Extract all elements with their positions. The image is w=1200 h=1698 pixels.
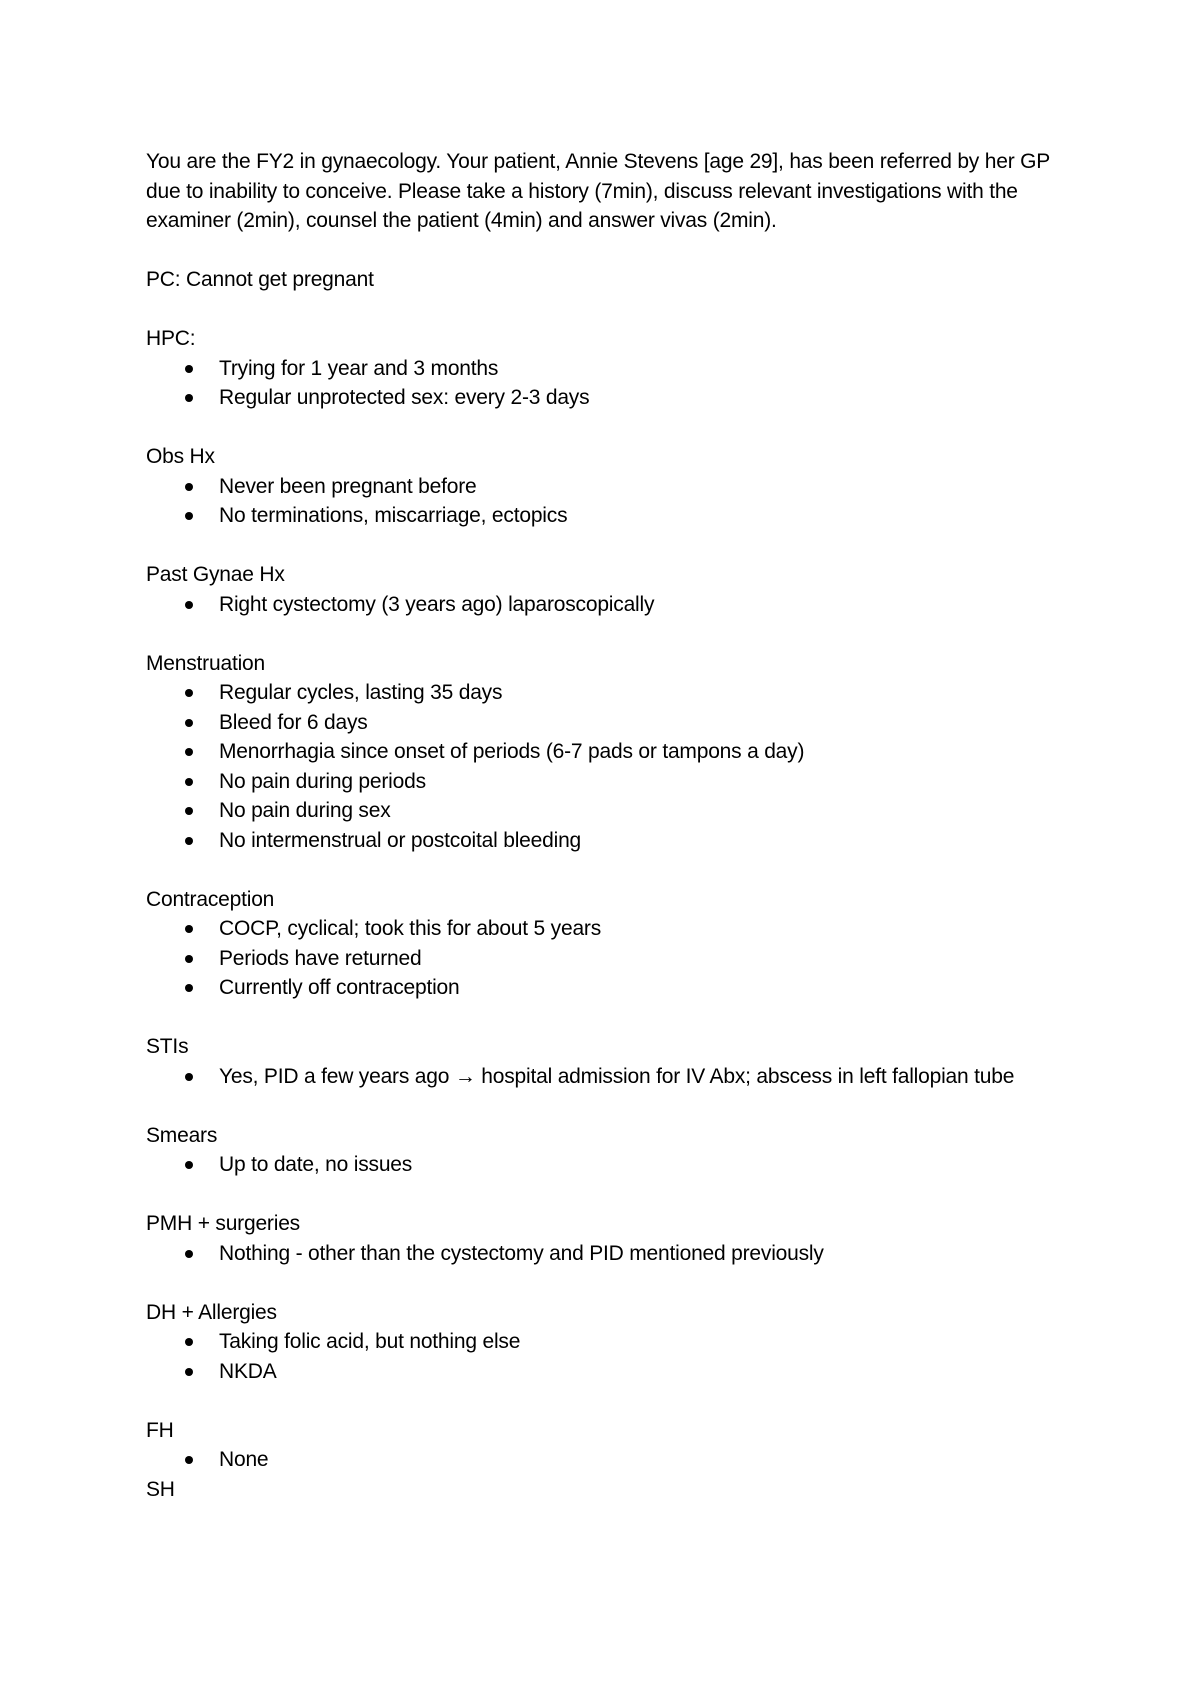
bullet-icon xyxy=(185,483,193,491)
bullet-icon xyxy=(185,955,193,963)
bullet-icon xyxy=(185,1456,193,1464)
bullet-list xyxy=(146,678,1066,855)
bullet-icon xyxy=(185,925,193,933)
section-heading: Contraception xyxy=(146,887,275,911)
bullet-item xyxy=(146,383,1066,413)
section-heading: SH xyxy=(146,1477,175,1501)
bullet-list xyxy=(146,590,1066,620)
bullet-icon xyxy=(185,1161,193,1169)
section-heading: DH + Allergies xyxy=(146,1300,277,1324)
bullet-item xyxy=(146,1239,1066,1269)
bullet-item xyxy=(146,737,1066,767)
bullet-icon xyxy=(185,778,193,786)
bullet-text: Trying for 1 year and 3 months xyxy=(219,356,499,380)
bullet-text: COCP, cyclical; took this for about 5 years xyxy=(219,917,602,940)
section-heading: HPC: xyxy=(146,327,196,350)
bullet-list xyxy=(146,914,1066,1003)
bullet-icon xyxy=(185,1368,193,1376)
history-section xyxy=(146,1209,1066,1268)
history-section xyxy=(146,324,1066,413)
bullet-item xyxy=(146,1357,1066,1387)
history-section xyxy=(146,1475,1066,1505)
bullet-icon xyxy=(185,837,193,845)
bullet-item xyxy=(146,501,1066,531)
bullet-text: Nothing - other than the cystectomy and PID mentioned previously xyxy=(219,1241,824,1265)
station-instructions: You are the FY2 in gynaecology. Your patient, Annie Stevens [age 29], has been referred by her GP due to inability to conceive. Please take a history (7min), discuss relevant investigations with the examiner (2min), counsel the patient (4min) and answer vivas (2min). xyxy=(146,150,1050,232)
bullet-text: No pain during periods xyxy=(219,769,426,793)
bullet-item xyxy=(146,914,1066,944)
bullet-text: Regular unprotected sex: every 2-3 days xyxy=(219,386,590,409)
history-section xyxy=(146,1298,1066,1387)
section-heading: STIs xyxy=(146,1035,189,1058)
bullet-icon xyxy=(185,1073,193,1081)
bullet-item xyxy=(146,590,1066,620)
bullet-list xyxy=(146,1327,1066,1386)
bullet-item xyxy=(146,796,1066,826)
section-heading: Obs Hx xyxy=(146,445,215,468)
bullet-text: Menorrhagia since onset of periods (6-7 pads or tampons a day) xyxy=(219,740,805,763)
bullet-item xyxy=(146,1445,1066,1475)
bullet-item xyxy=(146,472,1066,502)
section-heading: PMH + surgeries xyxy=(146,1212,300,1235)
bullet-text: Up to date, no issues xyxy=(219,1153,413,1176)
bullet-text: Yes, PID a few years ago → hospital admission for IV Abx; abscess in left fallopian tube xyxy=(219,1064,1015,1088)
bullet-item xyxy=(146,944,1066,974)
bullet-icon xyxy=(185,689,193,697)
bullet-icon xyxy=(185,601,193,609)
bullet-icon xyxy=(185,1338,193,1346)
bullet-item xyxy=(146,1150,1066,1180)
bullet-icon xyxy=(185,748,193,756)
bullet-item xyxy=(146,1062,1066,1092)
bullet-icon xyxy=(185,719,193,727)
bullet-icon xyxy=(185,1250,193,1258)
bullet-text: Never been pregnant before xyxy=(219,474,477,498)
bullet-list xyxy=(146,1445,1066,1475)
bullet-icon xyxy=(185,394,193,402)
bullet-text: Currently off contraception xyxy=(219,976,460,999)
bullet-text: Taking folic acid, but nothing else xyxy=(219,1330,521,1353)
history-section xyxy=(146,442,1066,531)
bullet-item xyxy=(146,678,1066,708)
history-section xyxy=(146,885,1066,1003)
bullet-list xyxy=(146,1239,1066,1269)
section-heading: Past Gynae Hx xyxy=(146,563,285,586)
bullet-text: Bleed for 6 days xyxy=(219,710,368,734)
bullet-icon xyxy=(185,512,193,520)
bullet-text: Right cystectomy (3 years ago) laparoscopically xyxy=(219,592,655,616)
presenting-complaint: PC: Cannot get pregnant xyxy=(146,268,374,291)
bullet-text: Regular cycles, lasting 35 days xyxy=(219,681,503,704)
section-heading: Smears xyxy=(146,1123,218,1147)
section-heading: Menstruation xyxy=(146,651,265,675)
bullet-list xyxy=(146,1062,1066,1092)
bullet-item xyxy=(146,767,1066,797)
bullet-list xyxy=(146,472,1066,531)
bullet-text: Periods have returned xyxy=(219,946,422,970)
bullet-icon xyxy=(185,984,193,992)
bullet-item xyxy=(146,1327,1066,1357)
section-heading: FH xyxy=(146,1418,174,1442)
bullet-list xyxy=(146,1150,1066,1180)
history-section xyxy=(146,649,1066,856)
bullet-text: No terminations, miscarriage, ectopics xyxy=(219,504,568,527)
bullet-text: No pain during sex xyxy=(219,799,391,822)
bullet-item xyxy=(146,708,1066,738)
history-section xyxy=(146,1032,1066,1091)
bullet-text: None xyxy=(219,1448,269,1471)
bullet-icon xyxy=(185,807,193,815)
bullet-item xyxy=(146,826,1066,856)
document-body xyxy=(146,147,1066,1534)
history-section xyxy=(146,1416,1066,1475)
bullet-text: NKDA xyxy=(219,1359,277,1383)
history-section xyxy=(146,1121,1066,1180)
bullet-item xyxy=(146,354,1066,384)
bullet-text: No intermenstrual or postcoital bleeding xyxy=(219,828,582,852)
history-section xyxy=(146,560,1066,619)
bullet-item xyxy=(146,973,1066,1003)
history-sections xyxy=(146,324,1066,1504)
bullet-icon xyxy=(185,365,193,373)
bullet-list xyxy=(146,354,1066,413)
